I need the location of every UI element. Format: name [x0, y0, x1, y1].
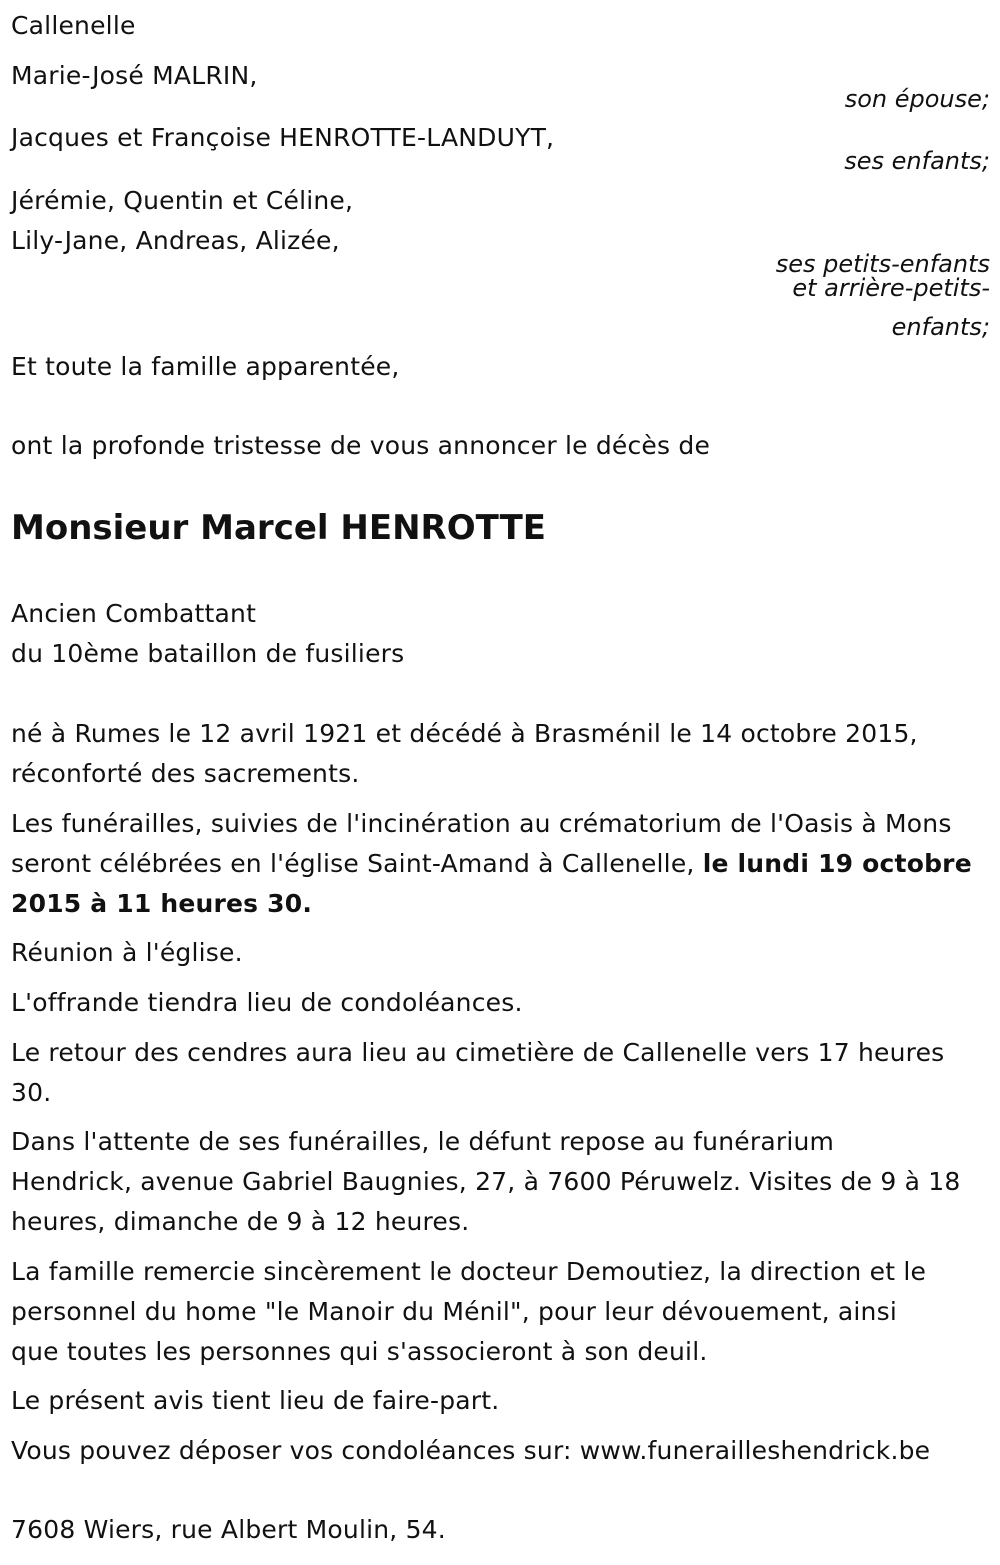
address: 7608 Wiers, rue Albert Moulin, 54.: [11, 1515, 446, 1544]
notice: Le présent avis tient lieu de faire-part.: [11, 1386, 500, 1415]
grandchildren-role-2: et arrière-petits-: [792, 274, 990, 302]
thanks-line-1: La famille remercie sincèrement le docteur Demoutiez, la direction et le: [11, 1257, 927, 1286]
title-line-2: du 10ème bataillon de fusiliers: [11, 639, 405, 668]
thanks-line-2: personnel du home "le Manoir du Ménil", pour leur dévouement, ainsi: [11, 1297, 897, 1326]
funeral-line-3: [11, 884, 312, 924]
funeral-line-2-prefix: seront célébrées en l'église Saint-Amand à Callenelle,: [11, 849, 703, 878]
location: Callenelle: [11, 11, 136, 40]
extended-family: Et toute la famille apparentée,: [11, 352, 400, 381]
funeral-line-1: Les funérailles, suivies de l'incinération au crématorium de l'Oasis à Mons: [11, 809, 952, 838]
ashes-line-1: Le retour des cendres aura lieu au cimetière de Callenelle vers 17 heures: [11, 1038, 945, 1067]
wife-name: Marie-José MALRIN,: [11, 61, 258, 90]
deceased-name: Monsieur Marcel HENROTTE: [11, 508, 547, 548]
wife-role: son épouse;: [844, 85, 990, 113]
grandchildren-role-1: ses petits-enfants: [775, 250, 990, 278]
ashes-line-2: 30.: [11, 1078, 52, 1107]
funeral-time-bold: 2015 à 11 heures 30.: [11, 889, 313, 918]
meeting: Réunion à l'église.: [11, 938, 243, 967]
funeral-date-bold: le lundi 19 octobre: [702, 849, 972, 878]
thanks-line-3: que toutes les personnes qui s'associeront à son deuil.: [11, 1337, 708, 1366]
rest-line-2: Hendrick, avenue Gabriel Baugnies, 27, à 7600 Péruwelz. Visites de 9 à 18: [11, 1167, 961, 1196]
funeral-line-2: [11, 844, 972, 884]
children-names: Jacques et Françoise HENROTTE-LANDUYT,: [11, 123, 555, 152]
grandchildren-line-2: Lily-Jane, Andreas, Alizée,: [11, 226, 340, 255]
grandchildren-line-1: Jérémie, Quentin et Céline,: [11, 186, 354, 215]
offering: L'offrande tiendra lieu de condoléances.: [11, 988, 523, 1017]
birth-death-line-1: né à Rumes le 12 avril 1921 et décédé à Brasménil le 14 octobre 2015,: [11, 719, 918, 748]
grandchildren-role-3: enfants;: [891, 313, 990, 341]
title-line-1: Ancien Combattant: [11, 599, 257, 628]
rest-line-3: heures, dimanche de 9 à 12 heures.: [11, 1207, 470, 1236]
rest-line-1: Dans l'attente de ses funérailles, le défunt repose au funérarium: [11, 1127, 835, 1156]
condolences: Vous pouvez déposer vos condoléances sur: www.funerailleshendrick.be: [11, 1436, 931, 1465]
announcement: ont la profonde tristesse de vous annoncer le décès de: [11, 431, 711, 460]
children-role: ses enfants;: [844, 147, 990, 175]
birth-death-line-2: réconforté des sacrements.: [11, 759, 360, 788]
